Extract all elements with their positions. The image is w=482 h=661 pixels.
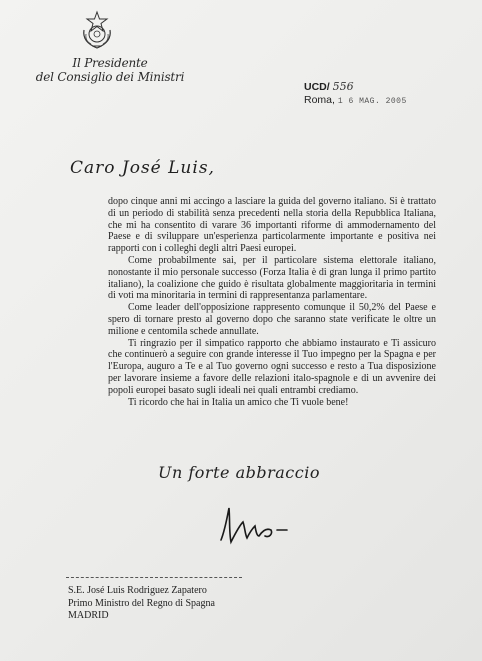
reference-code-number: 556 — [332, 80, 354, 93]
paragraph-1: dopo cinque anni mi accingo a lasciare la guida del governo italiano. Si è trattato di un periodo di stabilità senza precedenti nella storia della Repubblica Italiana, che mi ha consentito di varare 36 importanti riforme di ammodernamento del Paese e di sviluppare un'esperienza particolarmente importante e positiva nei rapporti con i colleghi degli altri Paesi europei. — [108, 196, 436, 255]
addressee-city: MADRID — [68, 610, 109, 621]
paragraph-4: Ti ringrazio per il simpatico rapporto che abbiamo instaurato e Ti assicuro che continuerò a seguire con grande interesse il Tuo impegno per la Spagna e per l'Europa, auguro a Te e al Tuo governo ogni successo e resto a Tua disposizione per lavorare insieme a favore delle relazioni italo-spagnole e di un avvenire dei popoli europei basato sugli ideali nei quali entrambi crediamo. — [108, 337, 436, 396]
closing-handwritten: Un forte abbraccio — [158, 463, 320, 482]
paragraph-2: Come probabilmente sai, per il particolare sistema elettorale italiano, nonostante il mio personale successo (Forza Italia è di gran lunga il primo partito italiano), la coalizione che guido è risultata globalmente maggioritaria in termini di voti ma minoritaria in termini di rappresentanza parlamentare. — [108, 254, 436, 302]
letterhead-title: Il Presidente — [72, 56, 148, 70]
addressee-block — [68, 585, 215, 623]
paragraph-3: Come leader dell'opposizione rappresento comunque il 50,2% del Paese e spero di tornare presto al governo dopo che saranno state verificate le oltre un milione e centomila schede annullate. — [108, 302, 436, 337]
addressee-name: S.E. José Luis Rodriguez Zapatero — [68, 585, 207, 596]
letterhead — [30, 56, 190, 84]
date-stamp: 1 6 MAG. 2005 — [337, 97, 407, 106]
state-emblem-icon — [80, 10, 114, 50]
reference-code-label: UCD/ — [304, 81, 330, 93]
letter-body — [108, 196, 436, 408]
salutation: Caro José Luis, — [70, 158, 215, 178]
paragraph-5: Ti ricordo che hai in Italia un amico che Ti vuole bene! — [128, 396, 349, 408]
signature-icon — [213, 500, 333, 550]
signature-divider — [66, 577, 242, 578]
reference-block — [304, 80, 407, 106]
reference-place: Roma, — [304, 94, 335, 106]
letterhead-subtitle: del Consiglio dei Ministri — [35, 70, 185, 84]
addressee-title: Primo Ministro del Regno di Spagna — [68, 597, 215, 609]
